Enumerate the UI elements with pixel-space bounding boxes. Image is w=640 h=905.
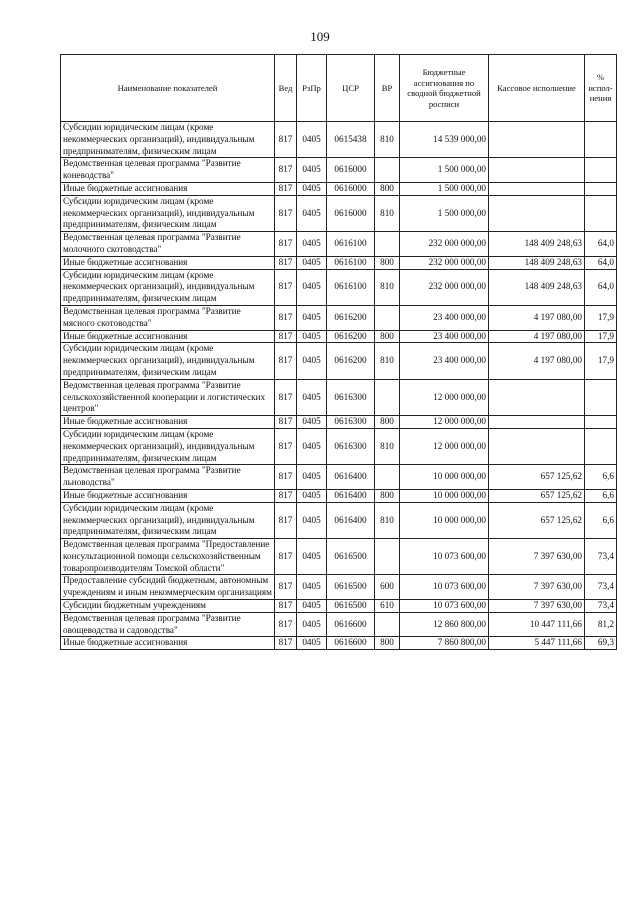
cell-vr: 600 [375, 575, 400, 600]
cell-cash: 148 409 248,63 [489, 232, 585, 257]
cell-budget: 23 400 000,00 [400, 305, 489, 330]
cell-name: Иные бюджетные ассигнования [61, 256, 275, 269]
cell-rzpr: 0405 [297, 489, 327, 502]
cell-name: Субсидии юридическим лицам (кроме некоммерческих организаций), индивидуальным предпринимателям, физическим лицам [61, 502, 275, 538]
cell-csr: 0616100 [327, 232, 375, 257]
cell-rzpr: 0405 [297, 637, 327, 650]
cell-ved: 817 [275, 182, 297, 195]
cell-pct [585, 428, 617, 464]
cell-name: Субсидии бюджетным учреждениям [61, 600, 275, 613]
cell-cash: 7 397 630,00 [489, 575, 585, 600]
cell-pct [585, 416, 617, 429]
cell-ved: 817 [275, 330, 297, 343]
cell-budget: 1 500 000,00 [400, 195, 489, 231]
cell-vr [375, 465, 400, 490]
cell-cash: 148 409 248,63 [489, 269, 585, 305]
cell-name: Субсидии юридическим лицам (кроме некоммерческих организаций), индивидуальным предпринимателям, физическим лицам [61, 343, 275, 379]
cell-name: Ведомственная целевая программа "Развитие сельскохозяйственной кооперации и логистических центров" [61, 379, 275, 415]
cell-ved: 817 [275, 465, 297, 490]
cell-vr: 810 [375, 502, 400, 538]
cell-budget: 1 500 000,00 [400, 182, 489, 195]
cell-ved: 817 [275, 195, 297, 231]
cell-name: Иные бюджетные ассигнования [61, 416, 275, 429]
table-header-row [61, 55, 617, 122]
table-row [61, 343, 617, 379]
cell-rzpr: 0405 [297, 600, 327, 613]
cell-csr: 0616500 [327, 575, 375, 600]
cell-csr: 0615438 [327, 122, 375, 158]
cell-cash: 5 447 111,66 [489, 637, 585, 650]
cell-budget: 10 000 000,00 [400, 489, 489, 502]
cell-vr [375, 539, 400, 575]
cell-rzpr: 0405 [297, 465, 327, 490]
cell-csr: 0616400 [327, 489, 375, 502]
cell-name: Предоставление субсидий бюджетным, автономным учреждениям и иным некоммерческим организациям [61, 575, 275, 600]
cell-name: Иные бюджетные ассигнования [61, 489, 275, 502]
cell-csr: 0616200 [327, 343, 375, 379]
cell-cash: 7 397 630,00 [489, 600, 585, 613]
cell-cash: 10 447 111,66 [489, 612, 585, 637]
cell-vr [375, 232, 400, 257]
cell-budget: 14 539 000,00 [400, 122, 489, 158]
table-row [61, 539, 617, 575]
cell-vr: 810 [375, 269, 400, 305]
cell-pct: 17,9 [585, 305, 617, 330]
cell-ved: 817 [275, 637, 297, 650]
cell-pct: 73,4 [585, 600, 617, 613]
cell-name: Ведомственная целевая программа "Развитие молочного скотоводства" [61, 232, 275, 257]
table-row [61, 182, 617, 195]
cell-name: Иные бюджетные ассигнования [61, 330, 275, 343]
cell-name: Субсидии юридическим лицам (кроме некоммерческих организаций), индивидуальным предпринимателям, физическим лицам [61, 122, 275, 158]
table-row [61, 305, 617, 330]
cell-pct: 73,4 [585, 575, 617, 600]
table-row [61, 428, 617, 464]
cell-rzpr: 0405 [297, 343, 327, 379]
cell-ved: 817 [275, 232, 297, 257]
cell-cash [489, 195, 585, 231]
cell-cash: 657 125,62 [489, 465, 585, 490]
cell-cash: 148 409 248,63 [489, 256, 585, 269]
cell-cash [489, 122, 585, 158]
cell-pct: 81,2 [585, 612, 617, 637]
cell-csr: 0616400 [327, 465, 375, 490]
cell-budget: 12 000 000,00 [400, 428, 489, 464]
cell-vr: 800 [375, 330, 400, 343]
cell-rzpr: 0405 [297, 539, 327, 575]
cell-budget: 23 400 000,00 [400, 343, 489, 379]
header-cash: Кассовое исполнение [489, 55, 585, 122]
cell-budget: 232 000 000,00 [400, 256, 489, 269]
table-row [61, 612, 617, 637]
cell-name: Ведомственная целевая программа "Развитие мясного скотоводства" [61, 305, 275, 330]
cell-rzpr: 0405 [297, 232, 327, 257]
cell-budget: 7 860 800,00 [400, 637, 489, 650]
cell-name: Субсидии юридическим лицам (кроме некоммерческих организаций), индивидуальным предпринимателям, физическим лицам [61, 269, 275, 305]
cell-csr: 0616100 [327, 256, 375, 269]
cell-name: Ведомственная целевая программа "Развитие овощеводства и садоводства" [61, 612, 275, 637]
cell-ved: 817 [275, 539, 297, 575]
cell-vr: 800 [375, 637, 400, 650]
cell-ved: 817 [275, 343, 297, 379]
table-row [61, 256, 617, 269]
table-row [61, 600, 617, 613]
cell-vr: 810 [375, 122, 400, 158]
cell-pct [585, 379, 617, 415]
cell-csr: 0616200 [327, 305, 375, 330]
cell-budget: 232 000 000,00 [400, 269, 489, 305]
cell-budget: 23 400 000,00 [400, 330, 489, 343]
table-body [61, 122, 617, 650]
cell-budget: 12 000 000,00 [400, 379, 489, 415]
cell-budget: 10 073 600,00 [400, 575, 489, 600]
cell-ved: 817 [275, 256, 297, 269]
table-row [61, 232, 617, 257]
cell-rzpr: 0405 [297, 330, 327, 343]
cell-ved: 817 [275, 575, 297, 600]
cell-rzpr: 0405 [297, 612, 327, 637]
cell-csr: 0616600 [327, 612, 375, 637]
cell-ved: 817 [275, 489, 297, 502]
cell-cash: 657 125,62 [489, 502, 585, 538]
cell-pct: 69,3 [585, 637, 617, 650]
cell-rzpr: 0405 [297, 195, 327, 231]
cell-vr: 810 [375, 428, 400, 464]
cell-rzpr: 0405 [297, 122, 327, 158]
table-row [61, 502, 617, 538]
cell-csr: 0616400 [327, 502, 375, 538]
cell-budget: 10 073 600,00 [400, 600, 489, 613]
table-row [61, 489, 617, 502]
cell-pct [585, 158, 617, 183]
cell-csr: 0616300 [327, 416, 375, 429]
cell-rzpr: 0405 [297, 269, 327, 305]
cell-name: Ведомственная целевая программа "Предоставление консультационной помощи сельскохозяйственным товаропроизводителям Томской области" [61, 539, 275, 575]
table-row [61, 575, 617, 600]
cell-ved: 817 [275, 379, 297, 415]
cell-name: Иные бюджетные ассигнования [61, 182, 275, 195]
cell-rzpr: 0405 [297, 158, 327, 183]
cell-pct: 64,0 [585, 269, 617, 305]
cell-pct: 64,0 [585, 232, 617, 257]
table-row [61, 195, 617, 231]
cell-csr: 0616600 [327, 637, 375, 650]
cell-pct: 6,6 [585, 489, 617, 502]
cell-ved: 817 [275, 305, 297, 330]
header-budget: Бюджетные ассигнования по сводной бюджетной росписи [400, 55, 489, 122]
cell-vr: 810 [375, 195, 400, 231]
cell-cash [489, 428, 585, 464]
cell-budget: 12 860 800,00 [400, 612, 489, 637]
table-row [61, 269, 617, 305]
cell-ved: 817 [275, 600, 297, 613]
cell-ved: 817 [275, 428, 297, 464]
cell-cash: 4 197 080,00 [489, 330, 585, 343]
cell-pct: 73,4 [585, 539, 617, 575]
cell-cash: 7 397 630,00 [489, 539, 585, 575]
cell-csr: 0616100 [327, 269, 375, 305]
cell-ved: 817 [275, 122, 297, 158]
cell-budget: 10 000 000,00 [400, 502, 489, 538]
cell-csr: 0616000 [327, 158, 375, 183]
cell-rzpr: 0405 [297, 575, 327, 600]
cell-csr: 0616300 [327, 428, 375, 464]
cell-pct [585, 195, 617, 231]
cell-csr: 0616300 [327, 379, 375, 415]
cell-vr [375, 305, 400, 330]
cell-rzpr: 0405 [297, 182, 327, 195]
table-row [61, 379, 617, 415]
cell-rzpr: 0405 [297, 416, 327, 429]
table-row [61, 416, 617, 429]
table-row [61, 122, 617, 158]
header-pct: % испол-нения [585, 55, 617, 122]
cell-vr: 800 [375, 256, 400, 269]
cell-budget: 10 000 000,00 [400, 465, 489, 490]
cell-budget: 12 000 000,00 [400, 416, 489, 429]
header-csr: ЦСР [327, 55, 375, 122]
cell-ved: 817 [275, 612, 297, 637]
header-ved: Вед [275, 55, 297, 122]
cell-pct [585, 182, 617, 195]
cell-rzpr: 0405 [297, 379, 327, 415]
cell-vr: 810 [375, 343, 400, 379]
cell-cash: 4 197 080,00 [489, 343, 585, 379]
cell-cash [489, 416, 585, 429]
cell-pct: 17,9 [585, 343, 617, 379]
cell-pct: 64,0 [585, 256, 617, 269]
cell-name: Ведомственная целевая программа "Развитие коневодства" [61, 158, 275, 183]
table-row [61, 637, 617, 650]
cell-vr: 800 [375, 182, 400, 195]
cell-name: Иные бюджетные ассигнования [61, 637, 275, 650]
cell-ved: 817 [275, 158, 297, 183]
cell-rzpr: 0405 [297, 502, 327, 538]
cell-rzpr: 0405 [297, 428, 327, 464]
cell-ved: 817 [275, 416, 297, 429]
cell-cash [489, 158, 585, 183]
cell-vr [375, 158, 400, 183]
cell-csr: 0616000 [327, 182, 375, 195]
cell-vr [375, 612, 400, 637]
cell-budget: 232 000 000,00 [400, 232, 489, 257]
cell-vr: 800 [375, 416, 400, 429]
cell-ved: 817 [275, 502, 297, 538]
cell-cash: 4 197 080,00 [489, 305, 585, 330]
cell-rzpr: 0405 [297, 256, 327, 269]
cell-vr: 800 [375, 489, 400, 502]
table-row [61, 330, 617, 343]
page-number: 109 [310, 29, 330, 44]
cell-budget: 10 073 600,00 [400, 539, 489, 575]
header-rzpr: РзПр [297, 55, 327, 122]
header-name: Наименование показателей [61, 55, 275, 122]
cell-cash [489, 182, 585, 195]
cell-csr: 0616200 [327, 330, 375, 343]
cell-budget: 1 500 000,00 [400, 158, 489, 183]
budget-table [60, 54, 617, 650]
table-row [61, 158, 617, 183]
cell-vr [375, 379, 400, 415]
cell-vr: 610 [375, 600, 400, 613]
table-row [61, 465, 617, 490]
cell-cash [489, 379, 585, 415]
cell-pct: 17,9 [585, 330, 617, 343]
cell-name: Субсидии юридическим лицам (кроме некоммерческих организаций), индивидуальным предпринимателям, физическим лицам [61, 195, 275, 231]
cell-pct: 6,6 [585, 502, 617, 538]
cell-rzpr: 0405 [297, 305, 327, 330]
cell-csr: 0616000 [327, 195, 375, 231]
cell-name: Субсидии юридическим лицам (кроме некоммерческих организаций), индивидуальным предпринимателям, физическим лицам [61, 428, 275, 464]
cell-csr: 0616500 [327, 539, 375, 575]
header-vr: ВР [375, 55, 400, 122]
cell-pct [585, 122, 617, 158]
cell-ved: 817 [275, 269, 297, 305]
cell-name: Ведомственная целевая программа "Развитие льноводства" [61, 465, 275, 490]
cell-csr: 0616500 [327, 600, 375, 613]
cell-cash: 657 125,62 [489, 489, 585, 502]
cell-pct: 6,6 [585, 465, 617, 490]
